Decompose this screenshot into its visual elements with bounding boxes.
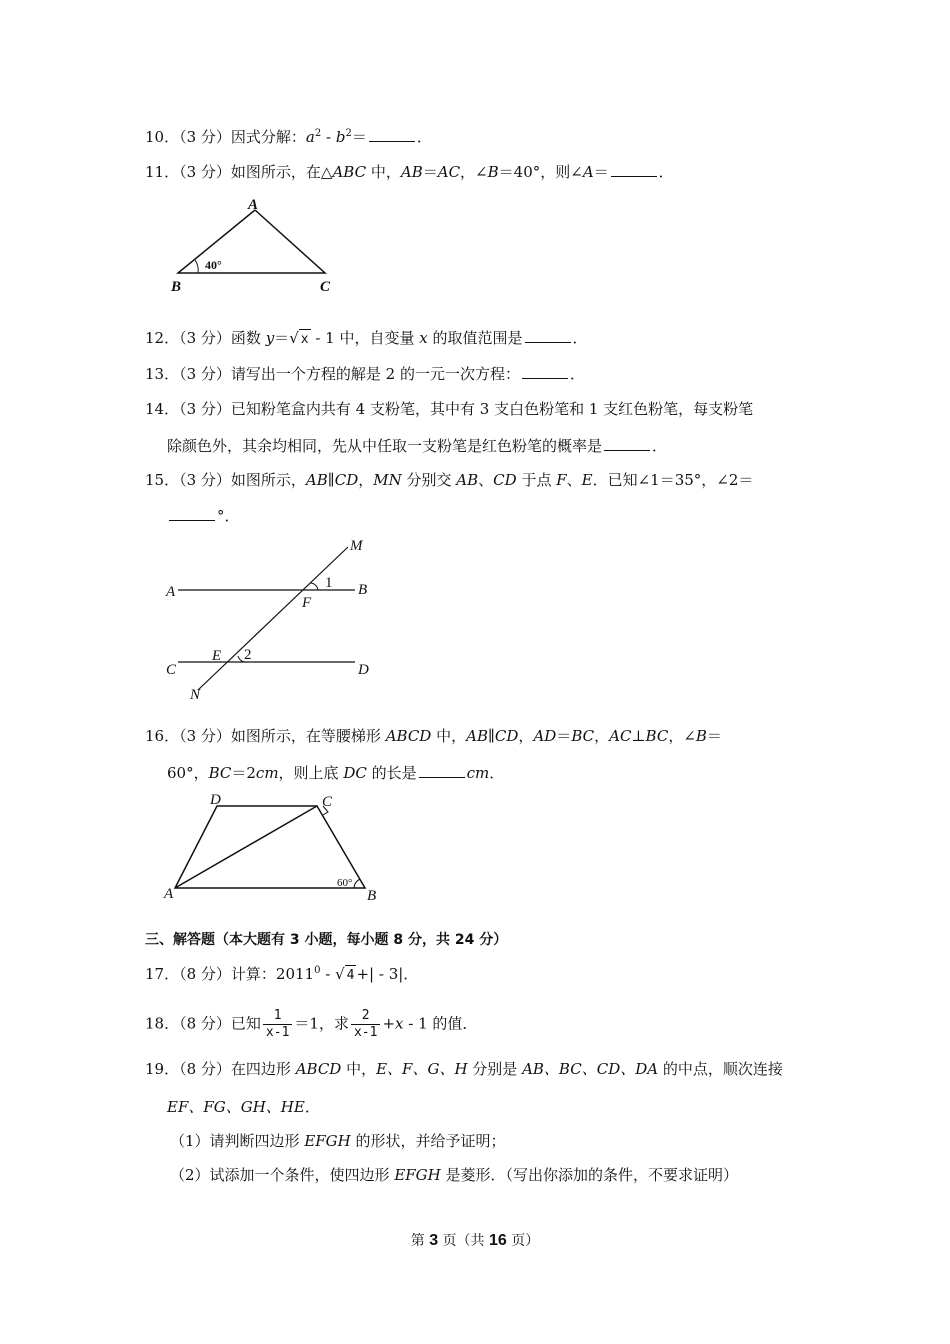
label-a: A: [164, 886, 174, 902]
question-19-part-1: （1）请判断四边形 EFGH 的形状，并给予证明；: [170, 1132, 506, 1150]
label-c: C: [166, 662, 177, 678]
question-13: 13．（3 分）请写出一个方程的解是 2 的一元一次方程： ．: [145, 365, 586, 383]
answer-blank: [369, 128, 415, 142]
label-d: D: [358, 662, 369, 678]
trapezoid-figure: [160, 790, 390, 905]
question-19-part-2: （2）试添加一个条件，使四边形 EFGH 是菱形．（写出你添加的条件，不要求证明）: [170, 1166, 739, 1184]
label-e: E: [212, 648, 222, 664]
label-2: 2: [244, 647, 252, 663]
label-n: N: [190, 687, 201, 703]
label-a: A: [166, 584, 176, 600]
answer-blank: [604, 437, 650, 451]
line-mn: [198, 547, 348, 690]
answer-blank: [169, 507, 215, 521]
question-15-cont: °．: [167, 506, 240, 526]
label-1: 1: [325, 575, 333, 591]
triangle-abc: [178, 210, 325, 273]
triangle-figure: [165, 195, 345, 295]
question-16-cont: 60°，BC＝2cm，则上底 DC 的长是 cm．: [167, 764, 505, 782]
label-b: B: [358, 582, 368, 598]
angle-label: 60°: [337, 877, 353, 889]
question-18: 18．（8 分）已知 $\frac{1}{x-1}$ ＝1，求 $\frac{2}{x-1}$ +x - 1 的值．: [145, 1008, 478, 1040]
label-d: D: [210, 792, 221, 808]
fraction-1: $\frac{1}{x-1}$: [263, 1008, 292, 1041]
trapezoid-abcd: [175, 806, 365, 888]
question-19: 19．（8 分）在四边形 ABCD 中，E、F、G、H 分别是 AB、BC、CD、DA 的中点，顺次连接: [145, 1060, 783, 1078]
question-14-cont: 除颜色外，其余均相同，先从中任取一支粉笔是红色粉笔的概率是 ．: [167, 437, 668, 455]
angle-arc: [354, 879, 360, 888]
question-11: 11．（3 分）如图所示，在△ABC 中，AB＝AC，∠B＝40°，则∠A＝ ．: [145, 163, 674, 181]
section-heading: 三、解答题（本大题有 3 小题，每小题 8 分，共 24 分）: [145, 932, 508, 948]
question-14: 14．（3 分）已知粉笔盒内共有 4 支粉笔，其中有 3 支白色粉笔和 1 支红色粉笔，每支粉笔: [145, 400, 754, 418]
label-c: C: [320, 279, 331, 295]
question-19-cont: EF、FG、GH、HE．: [167, 1098, 320, 1116]
angle-1-arc: [310, 583, 318, 590]
angle-label: 40°: [205, 258, 222, 272]
answer-blank: [611, 163, 657, 177]
answer-blank: [419, 764, 465, 778]
label-b: B: [171, 279, 182, 295]
answer-blank: [525, 329, 571, 343]
page-footer: 第 3 页（共 16 页）: [410, 1232, 540, 1249]
parallel-lines-figure: [160, 535, 380, 705]
question-17: 17．（8 分）计算：2011$^0$ - √ 4 +| - 3|．: [145, 964, 418, 986]
label-c: C: [322, 794, 333, 810]
answer-blank: [522, 365, 568, 379]
question-15: 15．（3 分）如图所示，AB∥CD，MN 分别交 AB、CD 于点 F、E．已知∠1＝35°，∠2＝: [145, 471, 754, 489]
question-12: 12．（3 分）函数 y＝√ x - 1 中，自变量 x 的取值范围是 ．: [145, 328, 588, 350]
question-16: 16．（3 分）如图所示，在等腰梯形 ABCD 中，AB∥CD，AD＝BC，AC⊥BC，∠B＝: [145, 727, 722, 745]
label-m: M: [350, 538, 363, 554]
question-10: 10．（3 分）因式分解：$a^2 - b^2=$ ．: [145, 128, 432, 146]
label-a: A: [248, 197, 259, 213]
label-f: F: [302, 595, 312, 611]
label-b: B: [367, 888, 377, 904]
angle-arc: [195, 260, 198, 273]
fraction-2: $\frac{2}{x-1}$: [351, 1008, 380, 1041]
